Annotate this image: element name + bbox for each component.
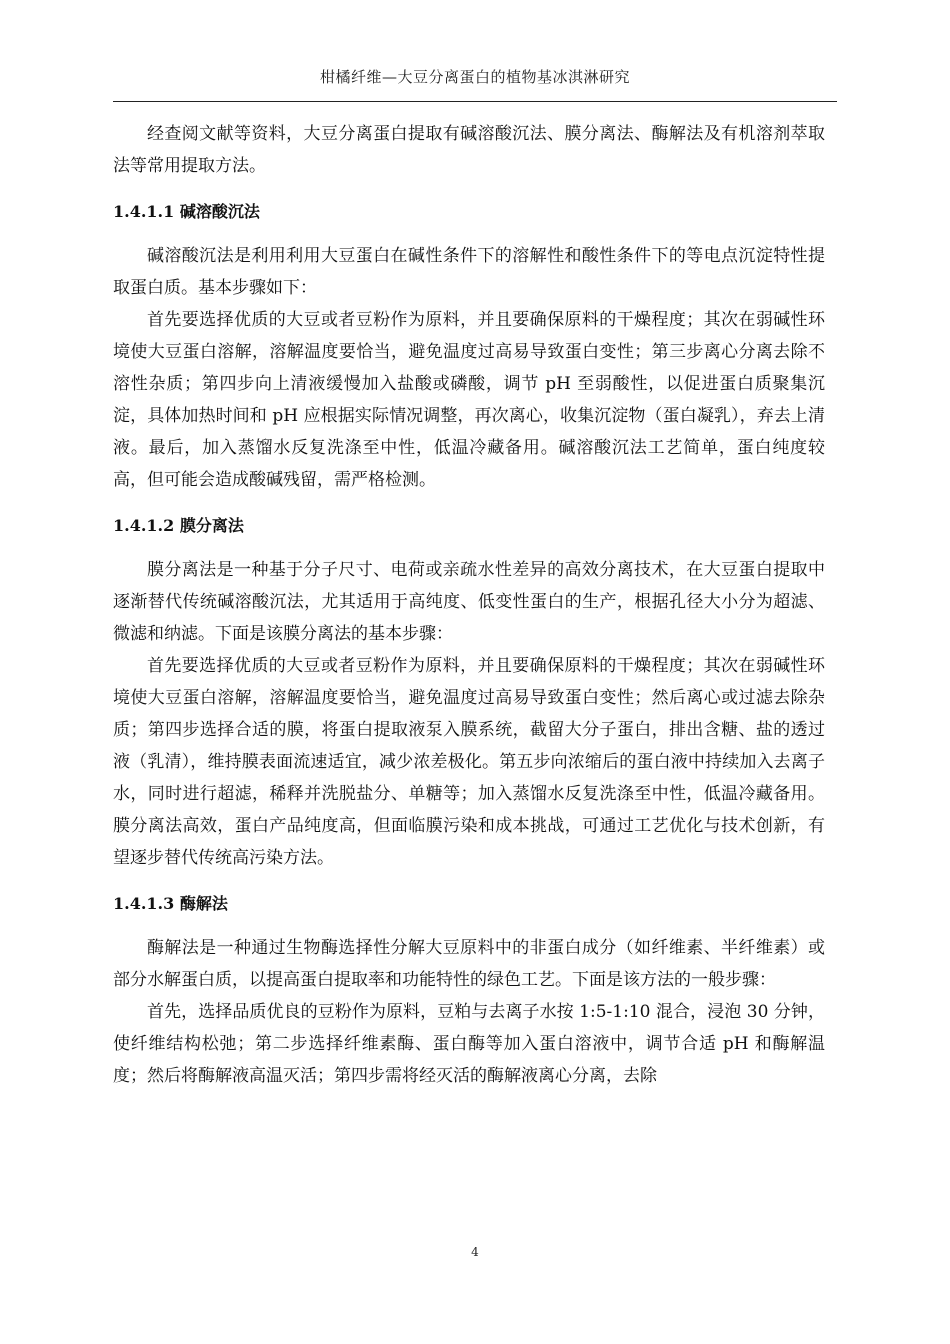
intro-paragraph: 经查阅文献等资料，大豆分离蛋白提取有碱溶酸沉法、膜分离法、酶解法及有机溶剂萃取法等常用提取方法。 bbox=[113, 124, 825, 176]
body-paragraph: 首先，选择品质优良的豆粉作为原料，豆粕与去离子水按 1:5-1:10 混合，浸泡 30 分钟，使纤维结构松弛；第二步选择纤维素酶、蛋白酶等加入蛋白溶液中，调节合适 pH 和酶解温度；然后将酶解液高温灭活；第四步需将经灭活的酶解液离心分离，去除 bbox=[113, 1002, 825, 1086]
section-heading: 1.4.1.3 酶解法 bbox=[113, 894, 228, 913]
body-paragraph: 首先要选择优质的大豆或者豆粉作为原料，并且要确保原料的干燥程度；其次在弱碱性环境使大豆蛋白溶解，溶解温度要恰当，避免温度过高易导致蛋白变性；第三步离心分离去除不溶性杂质；第四步向上清液缓慢加入盐酸或磷酸，调节 pH 至弱酸性，以促进蛋白质聚集沉淀，具体加热时间和 pH 应根据实际情况调整，再次离心，收集沉淀物（蛋白凝乳），弃去上清液。最后，加入蒸馏水反复洗涤至中性，低温冷藏备用。碱溶酸沉法工艺简单，蛋白纯度较高，但可能会造成酸碱残留，需严格检测。 bbox=[113, 310, 825, 490]
body-paragraph: 碱溶酸沉法是利用利用大豆蛋白在碱性条件下的溶解性和酸性条件下的等电点沉淀特性提取蛋白质。基本步骤如下： bbox=[113, 246, 825, 298]
page-number: 4 bbox=[471, 1245, 479, 1259]
section-heading: 1.4.1.1 碱溶酸沉法 bbox=[113, 202, 260, 221]
header-rule bbox=[113, 101, 837, 102]
running-header: 柑橘纤维—大豆分离蛋白的植物基冰淇淋研究 bbox=[319, 68, 630, 86]
page-body bbox=[113, 118, 825, 1092]
body-paragraph: 酶解法是一种通过生物酶选择性分解大豆原料中的非蛋白成分（如纤维素、半纤维素）或部分水解蛋白质，以提高蛋白提取率和功能特性的绿色工艺。下面是该方法的一般步骤： bbox=[113, 938, 825, 990]
section-heading: 1.4.1.2 膜分离法 bbox=[113, 516, 244, 535]
body-paragraph: 膜分离法是一种基于分子尺寸、电荷或亲疏水性差异的高效分离技术，在大豆蛋白提取中逐渐替代传统碱溶酸沉法，尤其适用于高纯度、低变性蛋白的生产，根据孔径大小分为超滤、微滤和纳滤。下面是该膜分离法的基本步骤： bbox=[113, 560, 825, 644]
body-paragraph: 首先要选择优质的大豆或者豆粉作为原料，并且要确保原料的干燥程度；其次在弱碱性环境使大豆蛋白溶解，溶解温度要恰当，避免温度过高易导致蛋白变性；然后离心或过滤去除杂质；第四步选择合适的膜，将蛋白提取液泵入膜系统，截留大分子蛋白，排出含糖、盐的透过液（乳清），维持膜表面流速适宜，减少浓差极化。第五步向浓缩后的蛋白液中持续加入去离子水，同时进行超滤，稀释并洗脱盐分、单糖等；加入蒸馏水反复洗涤至中性，低温冷藏备用。膜分离法高效，蛋白产品纯度高，但面临膜污染和成本挑战，可通过工艺优化与技术创新，有望逐步替代传统高污染方法。 bbox=[113, 656, 825, 868]
